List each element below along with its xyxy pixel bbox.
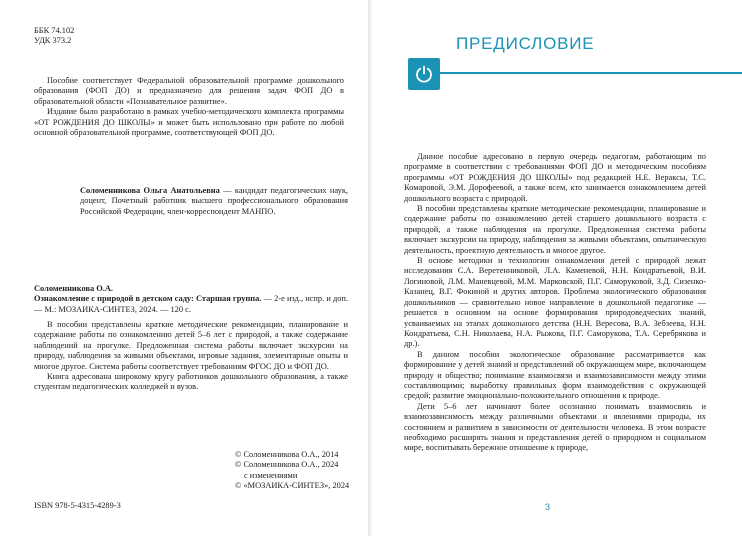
author-bio: — кандидат педагогических наук, доцент, Почетный работник высшего профессионального образования Российской Федерации, член-корреспондент МАНПО.: [80, 186, 348, 216]
copyright-line-3: © «МОЗАИКА-СИНТЕЗ», 2024: [235, 481, 350, 491]
classification-codes: [34, 26, 154, 47]
author-info: [80, 186, 348, 217]
bbk-code: ББК 74.102: [34, 26, 75, 35]
bibliographic-record: [34, 284, 348, 315]
fop-paragraph-2: Издание было разработано в рамках учебно-методического комплекта программы «ОТ РОЖДЕНИЯ ДО ШКОЛЫ» и может быть использовано при работе по любой основной образовательной программе, соответствующей ФОП ДО.: [34, 107, 344, 138]
udk-code: УДК 373.2: [34, 36, 72, 46]
left-page: [0, 0, 370, 536]
author-name: Соломенникова Ольга Анатольевна: [80, 186, 220, 195]
isbn: [34, 501, 174, 511]
annotation-paragraph-1: В пособии представлены краткие методические рекомендации, планирование и содержание работы по ознакомлению детей 5–6 лет с природой, а также содержание наблюдений на прогулке. Предложенная система работы включает экскурсии на природу, наблюдения за живыми объектами, игровые задания, элементарные опыты и многое другое. Система работы соответствует требованиям ФГОС ДО и ФОП ДО.: [34, 320, 348, 371]
fop-paragraph-1: Пособие соответствует Федеральной образовательной программе дошкольного образования (ФОП ДО) и предназначено для решения задач ФОП ДО в образовательной области «Познавательное развитие».: [34, 76, 344, 106]
heading-rule: [440, 72, 742, 74]
copyright-line-2b: с изменениями: [244, 470, 298, 480]
preface-text: [404, 152, 706, 454]
chapter-heading: ПРЕДИСЛОВИЕ: [456, 34, 595, 53]
copyright-line-2: © Соломенникова О.А., 2024: [235, 460, 339, 470]
biblio-author: Соломенникова О.А.: [34, 284, 113, 293]
annotation-paragraph-2: Книга адресована широкому кругу работников дошкольного образования, а также студентам педагогических колледжей и вузов.: [34, 372, 348, 392]
copyright-line-1: © Соломенникова О.А., 2014: [235, 450, 339, 459]
preface-paragraph-5: Дети 5–6 лет начинают более осознанно понимать взаимосвязь и взаимозависимость между различными объектами и явлениями природы, их состоянием и развитием в зависимости от деятельности человека. В этом возрасте необходимо расширять знания и представления детей о природном и социальном мире, воспитывать бережное отношение к природе,: [404, 401, 706, 453]
page-number: 3: [545, 502, 551, 512]
biblio-title: Ознакомление с природой в детском саду: Старшая группа.: [34, 294, 262, 304]
fop-notice: [34, 76, 344, 138]
annotation: [34, 320, 348, 393]
preface-paragraph-3: В основе методики и технологии ознакомления детей с природой лежат исследования С.А. Веретенниковой, Л.А. Каменевой, Н.Н. Кондратьевой, В.И. Логиновой, Л.М. Маневцевой, М.М. Марковской, П.Г. Саморуковой, З.Д. Сизенко-Казанец, В.Г. Фокиной и других авторов. Проблема экологического образования дошкольников — сравнительно новое направление в дошкольной педагогике — решается в основном на основе формирования природоведческих знаний, усваиваемых на этапах дошкольного детства (Н.Н. Вересова, В.А. Зебзеева, Н.Н. Кондратьева, С.Н. Николаева, Н.А. Рыжова, П.Г. Саморукова, Т.А. Серебрякова и др.).: [404, 256, 706, 349]
power-icon: [408, 58, 440, 90]
preface-paragraph-4: В данном пособии экологическое образование рассматривается как формирование у детей знаний и представлений об окружающем мире, включающем природу и общество; понимание взаимосвязи и взаимозависимости между этими составляющими; выработку правильных форм взаимодействия с окружающей средой; развитие эмоционально-положительного отношения к природе.: [404, 349, 706, 401]
copyright-block: [235, 450, 360, 492]
biblio-rest: — 2-е изд., испр. и доп. — М.: МОЗАИКА-СИНТЕЗ, 2024. — 120 с.: [34, 294, 349, 314]
isbn-number: ISBN 978-5-4315-4289-3: [34, 501, 121, 510]
preface-paragraph-1: Данное пособие адресовано в первую очередь педагогам, работающим по программе в соответствии с требованиями ФОП ДО и методическим пособиям программы «ОТ РОЖДЕНИЯ ДО ШКОЛЫ» под редакцией Н.Е. Вераксы, Т.С. Комаровой, Э.М. Дорофеевой, а также всем, кто занимается ознакомлением детей дошкольного возраста с природой.: [404, 152, 706, 203]
preface-paragraph-2: В пособии представлены краткие методические рекомендации, планирование и содержание работы по ознакомлению детей старшего дошкольного возраста с природой, а также наблюдения на прогулке. Предложенная система работы включает экскурсии на природу, наблюдения за живыми объектами, опытническую деятельность, проектную деятельность и многое другое.: [404, 204, 706, 255]
